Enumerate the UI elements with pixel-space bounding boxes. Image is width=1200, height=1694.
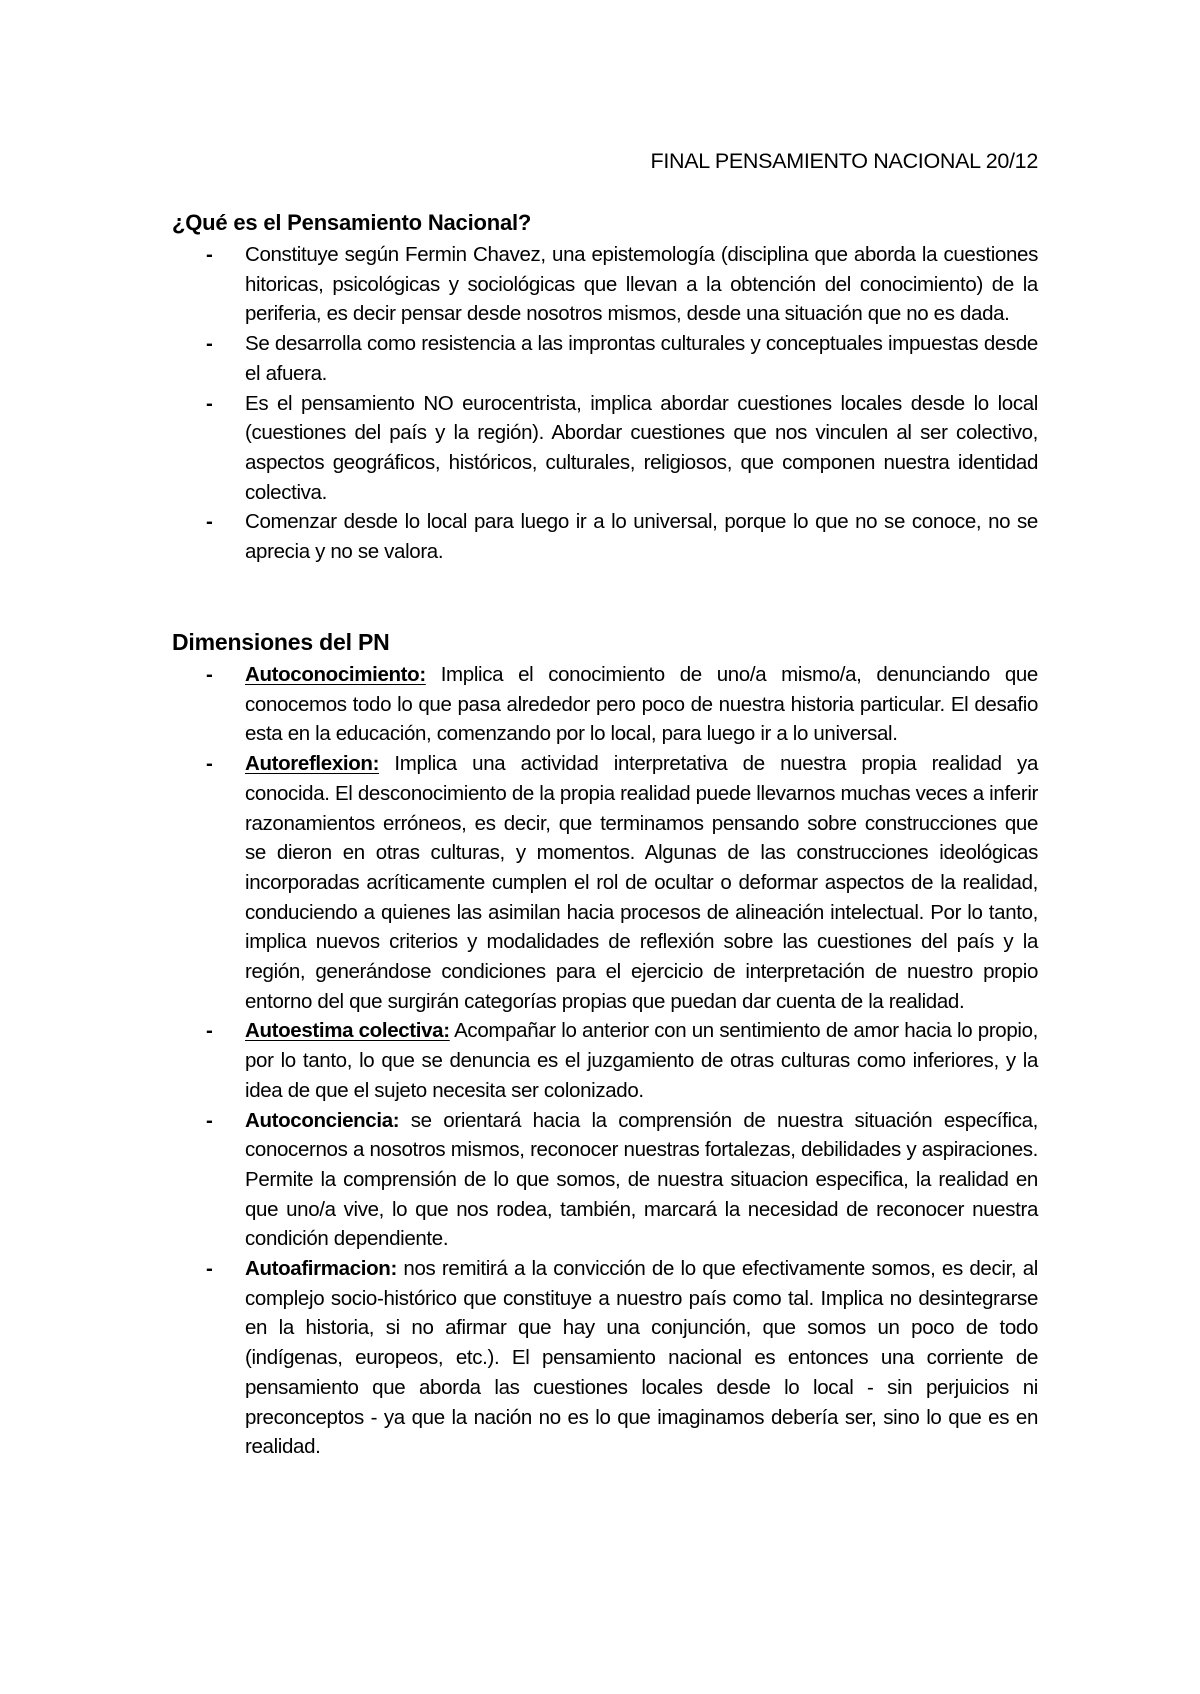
list-item-text: se orientará hacia la comprensión de nuestra situación específica, conocernos a nosotros mismos, reconocer nuestras fortalezas, debilidades y aspiraciones. Permite la comprensión de lo que somos, de nuestra situacion especifica, la realidad en que uno/a vive, lo que nos rodea, también, marcará la necesidad de reconocer nuestra condición dependiente. [245, 1108, 1038, 1251]
bullet-dash: - [206, 391, 213, 415]
bullet-dash: - [206, 510, 213, 534]
list-item [172, 389, 1038, 508]
list-item-autoreflexion [172, 749, 1038, 1016]
list-item-text: Se desarrolla como resistencia a las improntas culturales y conceptuales impuestas desde el afuera. [245, 332, 1038, 385]
document-header-title: FINAL PENSAMIENTO NACIONAL 20/12 [650, 149, 1038, 173]
section-heading-que-es: ¿Qué es el Pensamiento Nacional? [172, 210, 532, 235]
bullet-dash: - [206, 332, 213, 356]
list-item-autoafirmacion [172, 1254, 1038, 1462]
term-autoconocimiento: Autoconocimiento: [245, 663, 426, 686]
bullet-list-que-es [172, 240, 1038, 567]
bullet-dash: - [206, 1257, 213, 1281]
list-item-text: Es el pensamiento NO eurocentrista, implica abordar cuestiones locales desde lo local (cuestiones del país y la región). Abordar cuestiones que nos vinculen al ser colectivo, aspectos geográficos, históricos, culturales, religiosos, que componen nuestra identidad colectiva. [245, 391, 1038, 504]
list-item-text: Comenzar desde lo local para luego ir a lo universal, porque lo que no se conoce, no se aprecia y no se valora. [245, 510, 1038, 564]
list-item [172, 329, 1038, 388]
term-autoreflexion: Autoreflexion: [245, 752, 380, 776]
section-heading-dimensiones: Dimensiones del PN [172, 629, 390, 655]
term-autoestima-colectiva: Autoestima colectiva: [245, 1019, 450, 1043]
list-item-text: Implica una actividad interpretativa de nuestra propia realidad ya conocida. El desconocimiento de la propia realidad puede llevarnos muchas veces a inferir razonamientos erróneos, es decir, que terminamos pensando sobre construcciones que se dieron en otras culturas, y momentos. Algunas de las construcciones ideológicas incorporadas acríticamente cumplen el rol de ocultar o deformar aspectos de la realidad, conduciendo a quienes las asimilan hacia procesos de alineación intelectual. Por lo tanto, implica nuevos criterios y modalidades de reflexión sobre las cuestiones del país y la región, generándose condiciones para el ejercicio de interpretación de nuestro propio entorno del que surgirán categorías propias que puedan dar cuenta de la realidad. [245, 752, 1038, 1013]
bullet-dash: - [206, 1108, 213, 1132]
list-item-text: Constituye según Fermin Chavez, una epistemología (disciplina que aborda la cuestiones hitoricas, psicológicas y sociológicas que llevan a la obtención del conocimiento) de la periferia, es decir pensar desde nosotros mismos, desde una situación que no es dada. [245, 243, 1038, 326]
bullet-dash: - [206, 243, 213, 266]
list-item-autoconocimiento [172, 660, 1038, 749]
section-que-es [172, 208, 1038, 567]
list-item-text: Acompañar lo anterior con un sentimiento de amor hacia lo propio, por lo tanto, lo que se denuncia es el juzgamiento de otras culturas como inferiores, y la idea de que el sujeto necesita ser colonizado. [245, 1019, 1038, 1102]
term-autoconciencia: Autoconciencia: [245, 1108, 400, 1132]
list-item-text: nos remitirá a la convicción de lo que efectivamente somos, es decir, al complejo socio-histórico que constituye a nuestro país como tal. Implica no desintegrarse en la historia, si no afirmar que hay una conjunción, que somos un poco de todo (indígenas, europeos, etc.). El pensamiento nacional es entonces una corriente de pensamiento que aborda las cuestiones locales desde lo local - sin perjuicios ni preconceptos - ya que la nación no es lo que imaginamos debería ser, sino lo que es en realidad. [245, 1257, 1038, 1459]
list-item [172, 240, 1038, 329]
section-dimensiones [172, 626, 1038, 1462]
bullet-dash: - [206, 1019, 213, 1043]
list-item-autoestima-colectiva [172, 1016, 1038, 1105]
list-item-autoconciencia [172, 1106, 1038, 1255]
list-item [172, 507, 1038, 566]
bullet-dash: - [206, 663, 213, 686]
bullet-dash: - [206, 752, 213, 776]
list-item-text: Implica el conocimiento de uno/a mismo/a, denunciando que conocemos todo lo que pasa alrededor pero poco de nuestra historia particular. El desafio esta en la educación, comenzando por lo local, para luego ir a lo universal. [245, 663, 1038, 746]
term-autoafirmacion: Autoafirmacion: [245, 1257, 397, 1281]
bullet-list-dimensiones [172, 660, 1038, 1462]
